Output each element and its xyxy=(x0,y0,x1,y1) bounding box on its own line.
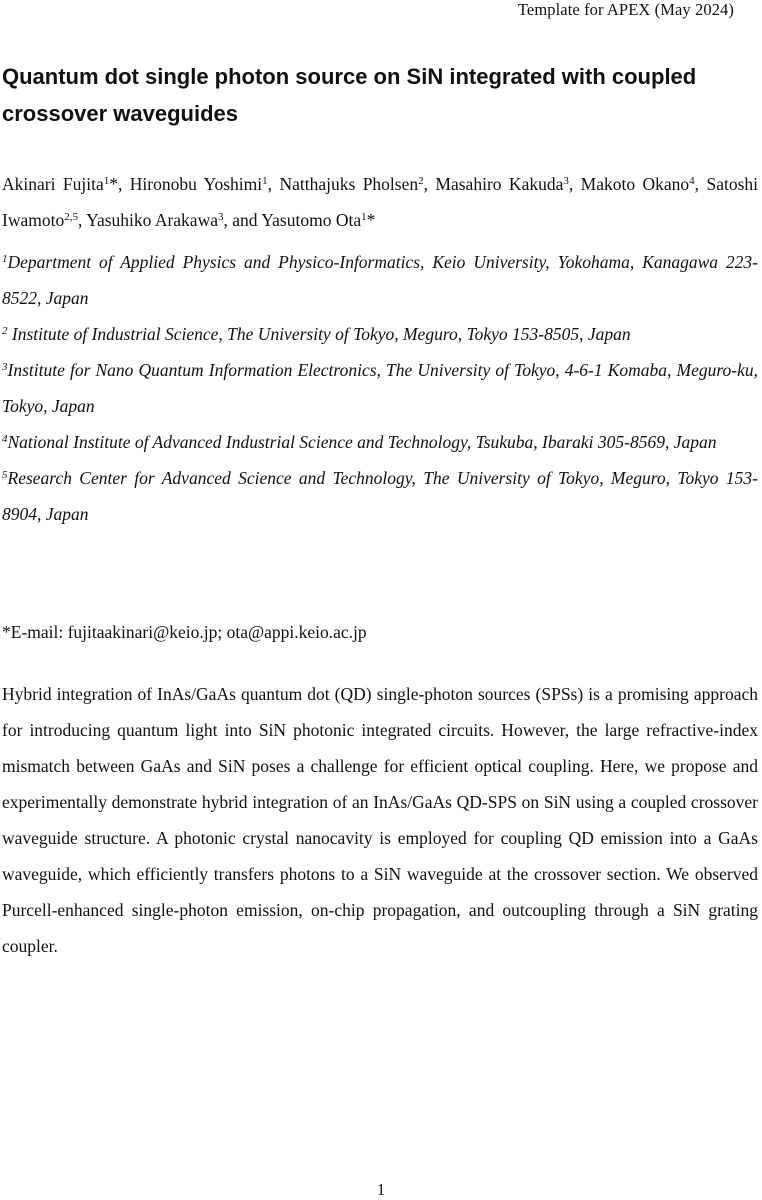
author-affil-sup: 2,5 xyxy=(64,211,78,223)
affiliation-number: 4 xyxy=(2,433,8,445)
affiliation-number: 5 xyxy=(2,469,8,481)
affiliation xyxy=(2,424,758,460)
affiliation-text: Research Center for Advanced Science and Technology, The University of Tokyo, Meguro, Tokyo 153-8904, Japan xyxy=(2,468,758,524)
author-name: Natthajuks Pholsen xyxy=(279,174,419,194)
author-affil-sup: 4 xyxy=(689,175,695,187)
affiliation-number: 3 xyxy=(2,361,8,373)
author-affil-sup: 3 xyxy=(563,175,569,187)
author-name: Akinari Fujita xyxy=(2,174,104,194)
abstract: Hybrid integration of InAs/GaAs quantum dot (QD) single-photon sources (SPSs) is a promising approach for introducing quantum light into SiN photonic integrated circuits. However, the large refractive-index mismatch between GaAs and SiN poses a challenge for efficient optical coupling. Here, we propose and experimentally demonstrate hybrid integration of an InAs/GaAs QD-SPS on SiN using a coupled crossover waveguide structure. A photonic crystal nanocavity is employed for coupling QD emission into a GaAs waveguide, which efficiently transfers photons to a SiN waveguide at the crossover section. We observed Purcell-enhanced single-photon emission, on-chip propagation, and outcoupling through a SiN grating coupler. xyxy=(2,684,758,956)
author-name: Yasuhiko Arakawa xyxy=(86,210,218,230)
author-affil-sup: 1 xyxy=(361,211,367,223)
corresponding-mark: * xyxy=(366,210,376,230)
affiliation xyxy=(2,244,758,316)
corresponding-mark: * xyxy=(109,174,118,194)
paper-title: Quantum dot single photon source on SiN integrated with coupled crossover waveguides xyxy=(2,64,697,126)
affiliation xyxy=(2,316,758,352)
author-affil-sup: 3 xyxy=(217,211,224,223)
affiliation-list xyxy=(2,244,758,532)
affiliation-number: 2 xyxy=(2,325,8,337)
affiliation-text: National Institute of Advanced Industrial Science and Technology, Tsukuba, Ibaraki 305-8569, Japan xyxy=(7,432,717,452)
affiliation-text: Institute of Industrial Science, The University of Tokyo, Meguro, Tokyo 153-8505, Japan xyxy=(7,324,631,344)
affiliation xyxy=(2,352,758,424)
author-connector: and xyxy=(232,210,258,230)
page-number: 1 xyxy=(376,1180,386,1199)
author-list: Akinari Fujita$^1$*, Hironobu Yoshimi$^1$, Natthajuks Pholsen$^2$, Masahiro Kakuda$^3$, Makoto Okano$^4$, Satoshi Iwamoto$^{2,5}$, Yasuhiko Arakawa$^3$, and Yasutomo Ota$^1$* xyxy=(2,174,759,230)
corresponding-email: *E-mail: fujitaakinari@keio.jp; ota@appi.keio.ac.jp xyxy=(2,622,367,642)
author-affil-sup: 1 xyxy=(262,175,268,187)
author-name: Yasutomo Ota xyxy=(261,210,362,230)
affiliation-text: Department of Applied Physics and Physico-Informatics, Keio University, Yokohama, Kanagawa 223-8522, Japan xyxy=(2,252,758,308)
affiliation-text: Institute for Nano Quantum Information Electronics, The University of Tokyo, 4-6-1 Komaba, Meguro-ku, Tokyo, Japan xyxy=(2,360,758,416)
author-affil-sup: 1 xyxy=(103,175,110,187)
author-name: Masahiro Kakuda xyxy=(435,174,564,194)
author-name: Makoto Okano xyxy=(580,174,690,194)
affiliation xyxy=(2,460,758,532)
template-note: Template for APEX (May 2024) xyxy=(517,0,734,19)
author-affil-sup: 2 xyxy=(418,175,424,187)
affiliation-number: 1 xyxy=(2,253,8,265)
author-name: Satoshi Iwamoto xyxy=(2,174,759,230)
author-name: Hironobu Yoshimi xyxy=(129,174,263,194)
